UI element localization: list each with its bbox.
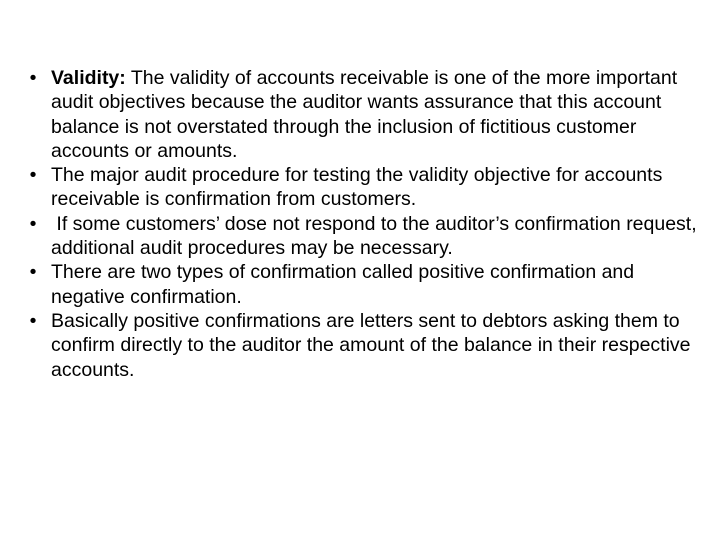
bullet-dot-icon: • <box>29 164 37 187</box>
bullet-text: The major audit procedure for testing the validity objective for accounts receivable is confirmation from customers. <box>51 164 663 211</box>
bullet-text: The validity of accounts receivable is one of the more important audit objectives because the auditor wants assurance that this account balance is not overstated through the inclusion of fictitious customer accounts or amounts. <box>51 67 678 162</box>
bullet-item-validity <box>26 66 700 163</box>
bullet-item-positive <box>26 309 700 382</box>
bullet-list <box>26 66 703 382</box>
bullet-dot-icon: • <box>29 212 37 235</box>
bullet-item-types <box>26 260 700 309</box>
bullet-text: If some customers’ dose not respond to the auditor’s confirmation request, additional audit procedures may be necessary. <box>51 212 703 260</box>
bullet-item-non-response <box>26 212 703 261</box>
bullet-dot-icon: • <box>29 67 37 89</box>
bullet-dot-icon: • <box>29 261 37 284</box>
bullet-dot-icon: • <box>29 309 37 332</box>
bullet-text: Basically positive confirmations are letters sent to debtors asking them to confirm directly to the auditor the amount of the balance in their respective accounts. <box>51 309 691 381</box>
bullet-item-procedure <box>26 163 700 212</box>
bullet-text: There are two types of confirmation called positive confirmation and negative confirmation. <box>51 261 635 308</box>
bullet-term: Validity: <box>51 67 126 89</box>
